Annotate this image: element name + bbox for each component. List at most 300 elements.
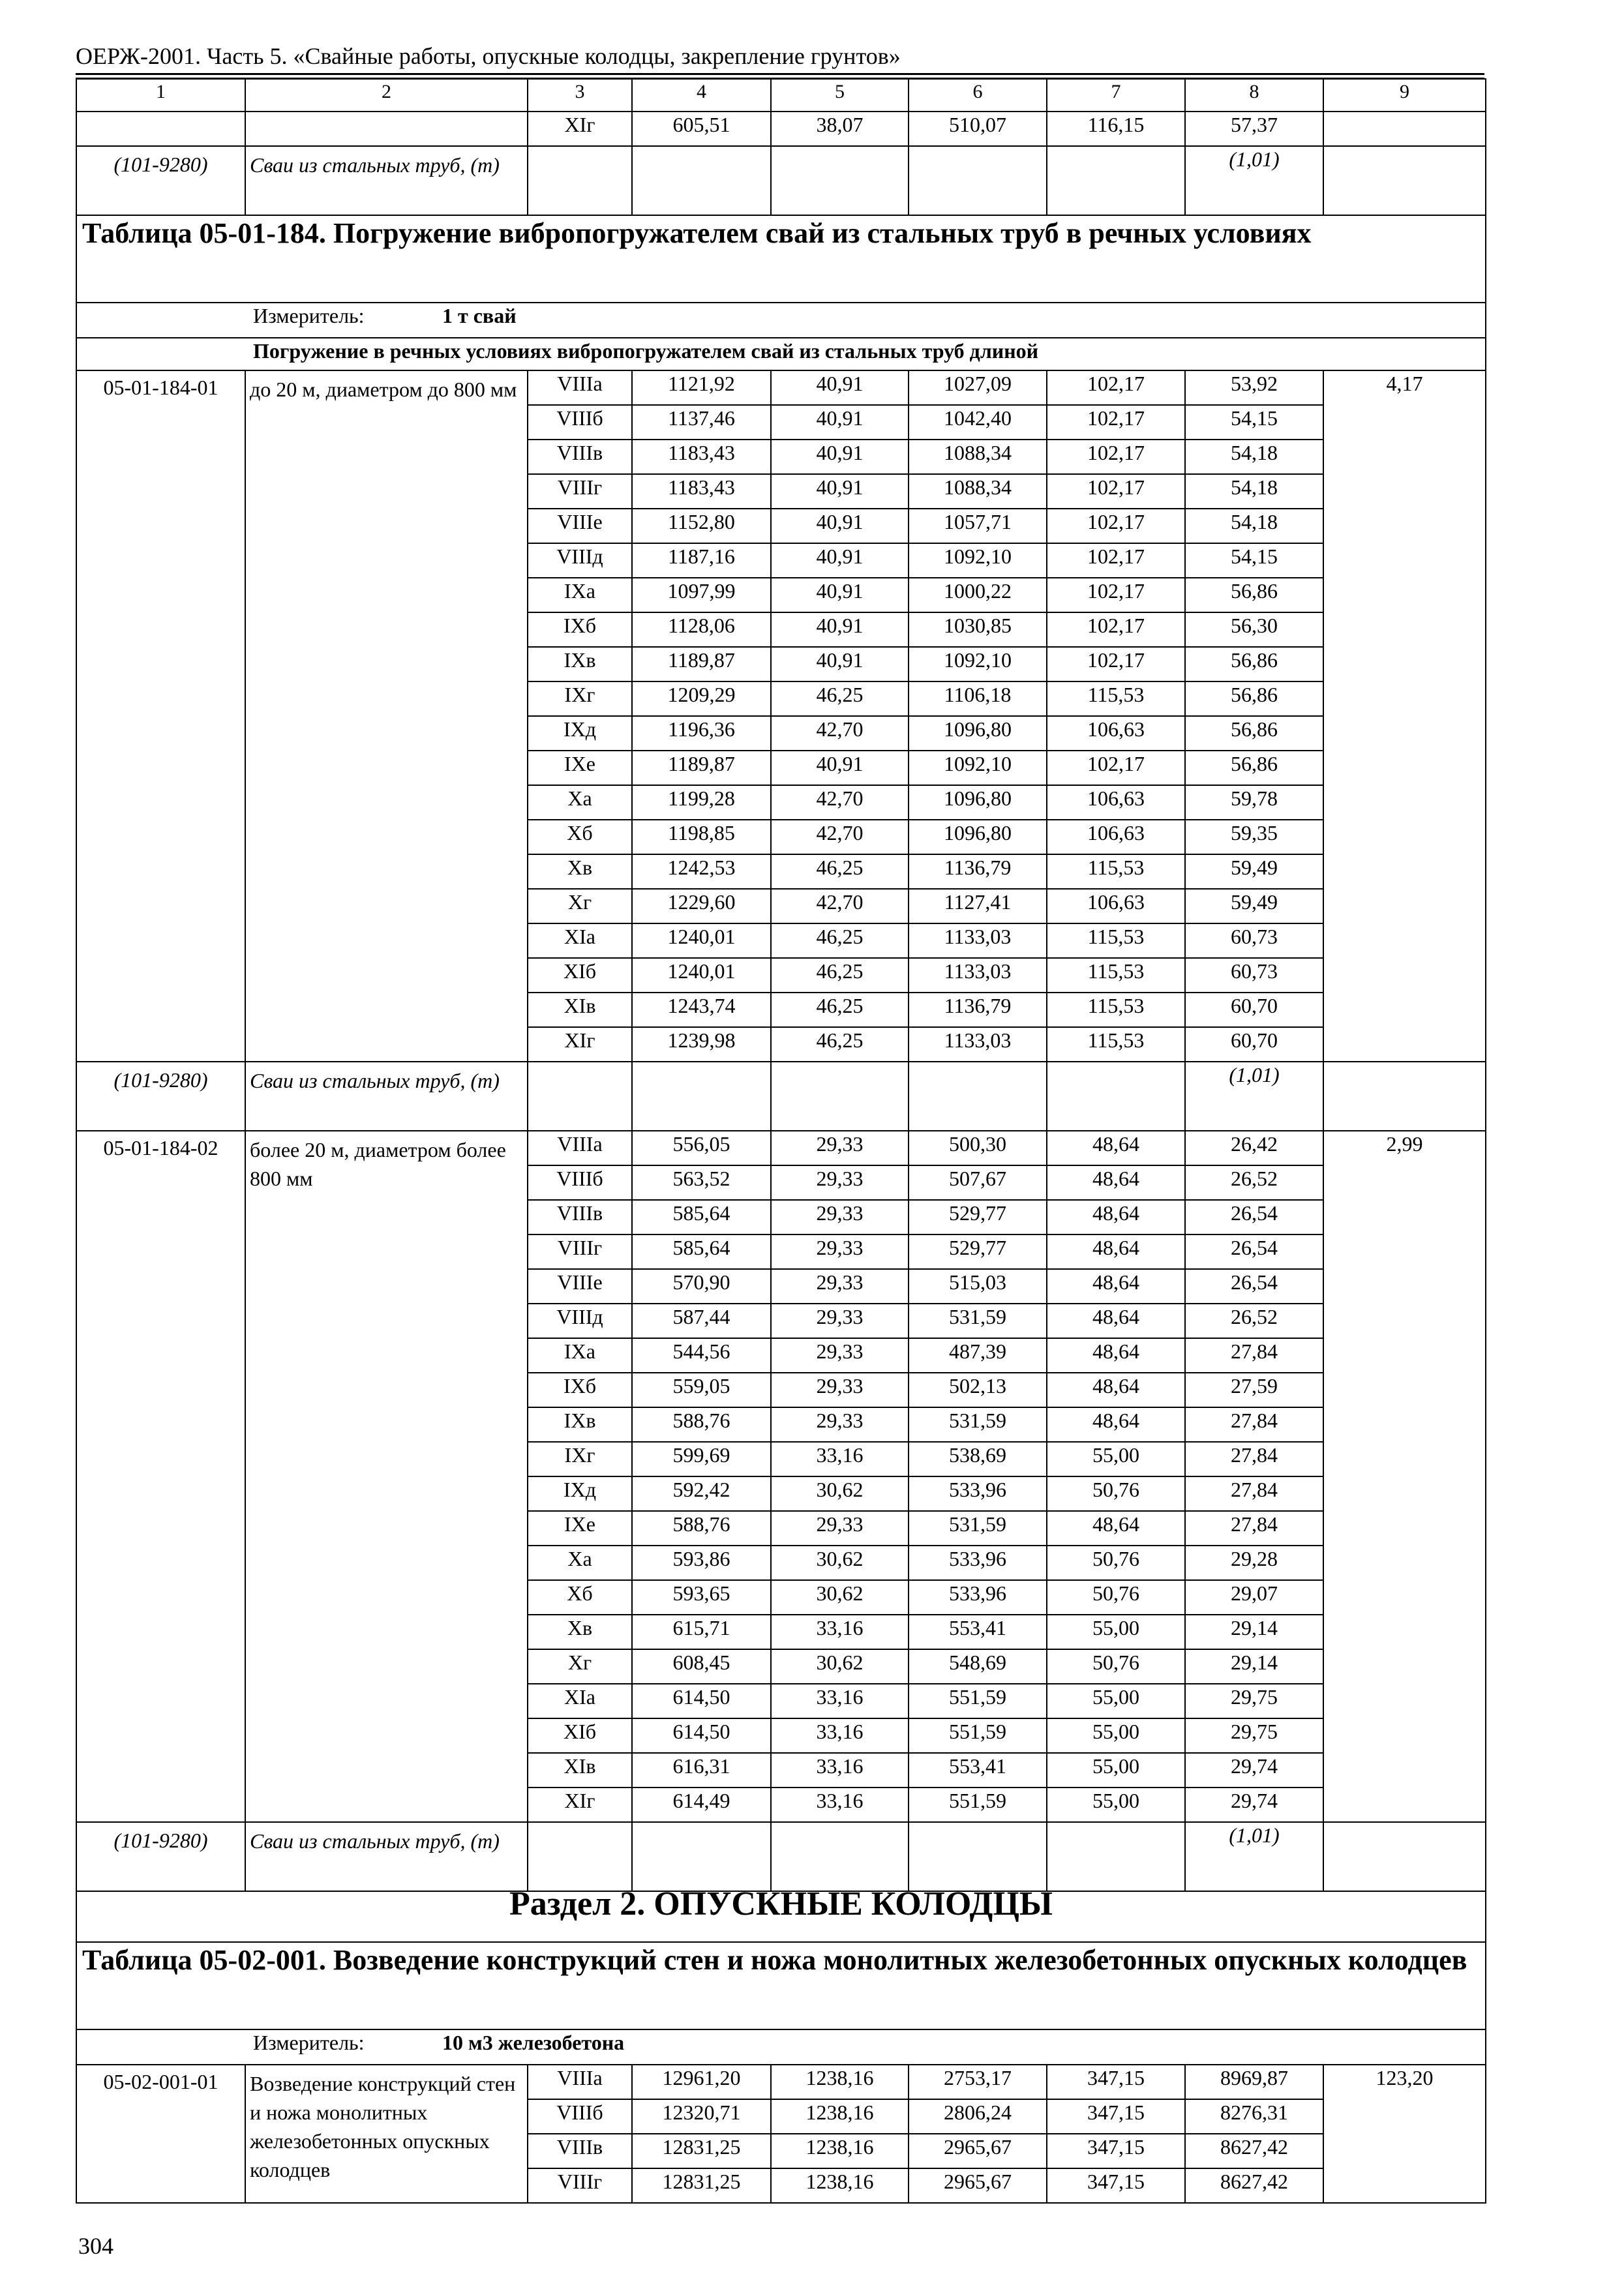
value-cell: 42,70 (771, 889, 909, 923)
class-cell: VIIIб (528, 1165, 632, 1200)
resource-row (76, 1062, 1486, 1131)
value-cell: 1189,87 (632, 751, 771, 785)
value-cell: 56,86 (1185, 578, 1323, 612)
value-cell: 533,96 (909, 1476, 1047, 1511)
column-number: 7 (1047, 79, 1185, 112)
value-cell: 2806,24 (909, 2099, 1047, 2134)
column-number: 3 (528, 79, 632, 112)
value-cell: 1088,34 (909, 474, 1047, 509)
class-cell: IXб (528, 1373, 632, 1407)
empty-cell (1047, 146, 1185, 215)
value-cell: 1133,03 (909, 958, 1047, 993)
value-cell: 102,17 (1047, 751, 1185, 785)
col9-value: 123,20 (1323, 2065, 1486, 2203)
class-cell: XIг (528, 112, 632, 146)
value-cell: 1238,16 (771, 2099, 909, 2134)
value-cell: 46,25 (771, 993, 909, 1027)
value-cell: 614,50 (632, 1684, 771, 1718)
value-cell: 56,86 (1185, 681, 1323, 716)
value-cell: 1183,43 (632, 440, 771, 474)
empty-cell (909, 1062, 1047, 1131)
empty-cell (632, 1822, 771, 1891)
class-cell: XIa (528, 923, 632, 958)
value-cell: 1121,92 (632, 370, 771, 405)
value-cell: 27,84 (1185, 1511, 1323, 1546)
class-cell: VIIIд (528, 543, 632, 578)
class-cell: VIIIв (528, 440, 632, 474)
value-cell: 8276,31 (1185, 2099, 1323, 2134)
value-cell: 30,62 (771, 1476, 909, 1511)
value-cell: 29,33 (771, 1131, 909, 1165)
value-cell: 1187,16 (632, 543, 771, 578)
item-code: 05-02-001-01 (76, 2065, 245, 2203)
class-cell: Xa (528, 1546, 632, 1580)
value-cell: 102,17 (1047, 474, 1185, 509)
value-cell: 26,52 (1185, 1304, 1323, 1338)
value-cell: 1243,74 (632, 993, 771, 1027)
value-cell: 1137,46 (632, 405, 771, 440)
value-cell: 40,91 (771, 578, 909, 612)
value-cell: 1127,41 (909, 889, 1047, 923)
value-cell: 553,41 (909, 1615, 1047, 1649)
table-body (76, 79, 1486, 2203)
value-cell: 616,31 (632, 1753, 771, 1788)
class-cell: VIIIa (528, 370, 632, 405)
value-cell: 60,73 (1185, 923, 1323, 958)
value-cell: 570,90 (632, 1269, 771, 1304)
value-cell: 40,91 (771, 647, 909, 681)
value-cell: 585,64 (632, 1234, 771, 1269)
value-cell: 59,49 (1185, 889, 1323, 923)
value-cell: 59,49 (1185, 854, 1323, 889)
class-cell: VIIIг (528, 2168, 632, 2203)
class-cell: VIIIб (528, 2099, 632, 2134)
value-cell: 55,00 (1047, 1442, 1185, 1476)
value-cell: 29,33 (771, 1269, 909, 1304)
resource-name: Сваи из стальных труб, (т) (245, 1062, 528, 1131)
class-cell: IXг (528, 1442, 632, 1476)
value-cell: 1057,71 (909, 509, 1047, 543)
value-cell: 59,35 (1185, 820, 1323, 854)
col9-value: 4,17 (1323, 370, 1486, 1062)
value-cell: 592,42 (632, 1476, 771, 1511)
value-cell: 487,39 (909, 1338, 1047, 1373)
measure-value: 10 м3 железобетона (442, 2031, 625, 2054)
value-cell: 48,64 (1047, 1165, 1185, 1200)
class-cell: Xб (528, 1580, 632, 1615)
value-cell: 48,64 (1047, 1407, 1185, 1442)
value-cell: 8627,42 (1185, 2168, 1323, 2203)
value-cell: 102,17 (1047, 578, 1185, 612)
value-cell: 1088,34 (909, 440, 1047, 474)
value-cell: 1096,80 (909, 820, 1047, 854)
value-cell: 1096,80 (909, 785, 1047, 820)
value-cell: 1238,16 (771, 2065, 909, 2099)
table-row (76, 1131, 1486, 1165)
value-cell: 1136,79 (909, 993, 1047, 1027)
value-cell: 46,25 (771, 958, 909, 993)
value-cell: 46,25 (771, 1027, 909, 1062)
value-cell: 544,56 (632, 1338, 771, 1373)
value-cell: 54,18 (1185, 474, 1323, 509)
resource-row (76, 146, 1486, 215)
value-cell: 29,74 (1185, 1788, 1323, 1822)
empty-cell (771, 1822, 909, 1891)
value-cell: 1183,43 (632, 474, 771, 509)
value-cell: 40,91 (771, 440, 909, 474)
class-cell: IXв (528, 1407, 632, 1442)
value-cell: 531,59 (909, 1511, 1047, 1546)
value-cell: 29,33 (771, 1407, 909, 1442)
value-cell: 55,00 (1047, 1753, 1185, 1788)
empty-cell (909, 146, 1047, 215)
value-cell: 551,59 (909, 1788, 1047, 1822)
value-cell: 1238,16 (771, 2168, 909, 2203)
value-cell: 29,28 (1185, 1546, 1323, 1580)
value-cell: 46,25 (771, 923, 909, 958)
column-number: 4 (632, 79, 771, 112)
value-cell: 30,62 (771, 1580, 909, 1615)
class-cell: Xг (528, 1649, 632, 1684)
value-cell: 46,25 (771, 854, 909, 889)
value-cell: 1238,16 (771, 2134, 909, 2168)
class-cell: VIIIa (528, 2065, 632, 2099)
value-cell: 563,52 (632, 1165, 771, 1200)
class-cell: IXе (528, 751, 632, 785)
class-cell: XIг (528, 1027, 632, 1062)
empty-cell (1323, 1062, 1486, 1131)
estimate-table (76, 78, 1486, 2204)
value-cell: 29,33 (771, 1511, 909, 1546)
class-cell: XIв (528, 1753, 632, 1788)
column-number: 6 (909, 79, 1047, 112)
col9-value: 2,99 (1323, 1131, 1486, 1822)
item-code: 05-01-184-02 (76, 1131, 245, 1822)
page-header: ОЕРЖ-2001. Часть 5. «Свайные работы, опускные колодцы, закрепление грунтов» (76, 43, 901, 69)
value-cell: 585,64 (632, 1200, 771, 1234)
measure-row (76, 2029, 1486, 2065)
value-cell: 593,86 (632, 1546, 771, 1580)
item-description: более 20 м, диаметром более 800 мм (245, 1131, 528, 1822)
value-cell: 50,76 (1047, 1546, 1185, 1580)
value-cell: 1027,09 (909, 370, 1047, 405)
value-cell: 531,59 (909, 1304, 1047, 1338)
table-title: Таблица 05-02-001. Возведение конструкций стен и ножа монолитных железобетонных опускных колодцев (76, 1942, 1486, 2029)
table-row (76, 112, 1486, 146)
value-cell: 1030,85 (909, 612, 1047, 647)
value-cell: 26,54 (1185, 1200, 1323, 1234)
value-cell: 56,86 (1185, 647, 1323, 681)
value-cell: 46,25 (771, 681, 909, 716)
value-cell: 29,75 (1185, 1684, 1323, 1718)
value-cell: 1242,53 (632, 854, 771, 889)
value-cell: 608,45 (632, 1649, 771, 1684)
value-cell: 55,00 (1047, 1615, 1185, 1649)
value-cell: 614,49 (632, 1788, 771, 1822)
class-cell: VIIIг (528, 1234, 632, 1269)
value-cell: 1092,10 (909, 543, 1047, 578)
value-cell: 50,76 (1047, 1580, 1185, 1615)
value-cell: 1240,01 (632, 958, 771, 993)
value-cell: 60,70 (1185, 993, 1323, 1027)
value-cell: 29,33 (771, 1338, 909, 1373)
value-cell: 115,53 (1047, 854, 1185, 889)
measure-cell (76, 303, 1486, 338)
value-cell: 115,53 (1047, 993, 1185, 1027)
value-cell: 40,91 (771, 474, 909, 509)
value-cell: 27,84 (1185, 1407, 1323, 1442)
measure-value: 1 т свай (442, 304, 517, 327)
resource-code: (101-9280) (76, 146, 245, 215)
value-cell: 1199,28 (632, 785, 771, 820)
subtitle-row (76, 338, 1486, 370)
value-cell: 605,51 (632, 112, 771, 146)
value-cell: 33,16 (771, 1442, 909, 1476)
value-cell: 533,96 (909, 1546, 1047, 1580)
value-cell: 515,03 (909, 1269, 1047, 1304)
value-cell: 12831,25 (632, 2134, 771, 2168)
value-cell: 26,54 (1185, 1269, 1323, 1304)
empty-cell (1323, 1822, 1486, 1891)
description-cell (245, 112, 528, 146)
value-cell: 26,42 (1185, 1131, 1323, 1165)
value-cell: 1097,99 (632, 578, 771, 612)
value-cell: 1136,79 (909, 854, 1047, 889)
value-cell: 102,17 (1047, 647, 1185, 681)
column-number: 9 (1323, 79, 1486, 112)
resource-norm: (1,01) (1185, 1822, 1323, 1891)
value-cell: 1189,87 (632, 647, 771, 681)
class-cell: VIIIг (528, 474, 632, 509)
value-cell: 40,91 (771, 543, 909, 578)
value-cell: 38,07 (771, 112, 909, 146)
value-cell: 587,44 (632, 1304, 771, 1338)
value-cell: 548,69 (909, 1649, 1047, 1684)
value-cell: 529,77 (909, 1234, 1047, 1269)
value-cell: 29,74 (1185, 1753, 1323, 1788)
value-cell: 12320,71 (632, 2099, 771, 2134)
value-cell: 48,64 (1047, 1338, 1185, 1373)
value-cell: 2965,67 (909, 2134, 1047, 2168)
value-cell: 30,62 (771, 1546, 909, 1580)
value-cell: 54,18 (1185, 440, 1323, 474)
value-cell: 507,67 (909, 1165, 1047, 1200)
class-cell: IXд (528, 716, 632, 751)
value-cell: 1106,18 (909, 681, 1047, 716)
value-cell: 29,14 (1185, 1615, 1323, 1649)
value-cell: 115,53 (1047, 958, 1185, 993)
item-description: до 20 м, диаметром до 800 мм (245, 370, 528, 1062)
table-subtitle: Погружение в речных условиях вибропогружателем свай из стальных труб длиной (76, 338, 1486, 370)
value-cell: 33,16 (771, 1718, 909, 1753)
value-cell: 502,13 (909, 1373, 1047, 1407)
class-cell: VIIIе (528, 1269, 632, 1304)
value-cell: 593,65 (632, 1580, 771, 1615)
measure-label: Измеритель: (253, 304, 365, 327)
value-cell: 102,17 (1047, 440, 1185, 474)
resource-norm: (1,01) (1185, 146, 1323, 215)
page-number: 304 (78, 2233, 113, 2259)
value-cell: 56,86 (1185, 751, 1323, 785)
value-cell: 40,91 (771, 509, 909, 543)
resource-row (76, 1822, 1486, 1891)
resource-code: (101-9280) (76, 1822, 245, 1891)
value-cell: 50,76 (1047, 1649, 1185, 1684)
value-cell: 54,15 (1185, 543, 1323, 578)
empty-cell (1047, 1062, 1185, 1131)
value-cell: 55,00 (1047, 1788, 1185, 1822)
value-cell: 538,69 (909, 1442, 1047, 1476)
value-cell: 1092,10 (909, 647, 1047, 681)
value-cell: 53,92 (1185, 370, 1323, 405)
table-row (76, 370, 1486, 405)
value-cell: 29,14 (1185, 1649, 1323, 1684)
class-cell: XIв (528, 993, 632, 1027)
value-cell: 27,84 (1185, 1338, 1323, 1373)
value-cell: 115,53 (1047, 923, 1185, 958)
value-cell: 1042,40 (909, 405, 1047, 440)
value-cell: 50,76 (1047, 1476, 1185, 1511)
class-cell: VIIIе (528, 509, 632, 543)
value-cell: 106,63 (1047, 889, 1185, 923)
empty-cell (1323, 146, 1486, 215)
value-cell: 102,17 (1047, 405, 1185, 440)
value-cell: 42,70 (771, 785, 909, 820)
value-cell: 533,96 (909, 1580, 1047, 1615)
empty-cell (528, 1822, 632, 1891)
value-cell: 1239,98 (632, 1027, 771, 1062)
value-cell: 347,15 (1047, 2099, 1185, 2134)
value-cell: 614,50 (632, 1718, 771, 1753)
value-cell: 42,70 (771, 820, 909, 854)
resource-code: (101-9280) (76, 1062, 245, 1131)
class-cell: IXд (528, 1476, 632, 1511)
value-cell: 347,15 (1047, 2065, 1185, 2099)
table-title-row (76, 215, 1486, 303)
value-cell: 54,18 (1185, 509, 1323, 543)
class-cell: VIIIд (528, 1304, 632, 1338)
code-cell (76, 112, 245, 146)
table-title-row (76, 1942, 1486, 2029)
value-cell: 30,62 (771, 1649, 909, 1684)
value-cell: 27,84 (1185, 1476, 1323, 1511)
value-cell: 1096,80 (909, 716, 1047, 751)
empty-cell (771, 146, 909, 215)
class-cell: IXб (528, 612, 632, 647)
value-cell: 60,70 (1185, 1027, 1323, 1062)
item-description: Возведение конструкций стен и ножа монолитных железобетонных опускных колодцев (245, 2065, 528, 2203)
value-cell: 56,30 (1185, 612, 1323, 647)
value-cell: 48,64 (1047, 1373, 1185, 1407)
value-cell: 500,30 (909, 1131, 1047, 1165)
empty-cell (632, 146, 771, 215)
value-cell: 1240,01 (632, 923, 771, 958)
value-cell: 40,91 (771, 751, 909, 785)
value-cell: 1229,60 (632, 889, 771, 923)
column-number: 8 (1185, 79, 1323, 112)
value-cell: 106,63 (1047, 716, 1185, 751)
measure-cell (76, 2029, 1486, 2065)
value-cell: 1133,03 (909, 923, 1047, 958)
class-cell: IXг (528, 681, 632, 716)
value-cell: 1092,10 (909, 751, 1047, 785)
table-title: Таблица 05-01-184. Погружение вибропогружателем свай из стальных труб в речных условиях (76, 215, 1486, 303)
value-cell: 102,17 (1047, 612, 1185, 647)
class-cell: Xб (528, 820, 632, 854)
value-cell: 40,91 (771, 370, 909, 405)
value-cell: 33,16 (771, 1684, 909, 1718)
value-cell: 8969,87 (1185, 2065, 1323, 2099)
value-cell: 510,07 (909, 112, 1047, 146)
value-cell: 29,33 (771, 1200, 909, 1234)
empty-cell (1047, 1822, 1185, 1891)
value-cell: 55,00 (1047, 1684, 1185, 1718)
column-number: 2 (245, 79, 528, 112)
value-cell: 2965,67 (909, 2168, 1047, 2203)
value-cell: 27,84 (1185, 1442, 1323, 1476)
value-cell: 347,15 (1047, 2134, 1185, 2168)
value-cell: 106,63 (1047, 820, 1185, 854)
value-cell: 56,86 (1185, 716, 1323, 751)
value-cell: 347,15 (1047, 2168, 1185, 2203)
empty-cell (771, 1062, 909, 1131)
class-cell: XIб (528, 1718, 632, 1753)
value-cell: 588,76 (632, 1407, 771, 1442)
empty-cell (909, 1822, 1047, 1891)
empty-cell (528, 146, 632, 215)
value-cell: 1133,03 (909, 1027, 1047, 1062)
value-cell: 29,33 (771, 1165, 909, 1200)
empty-cell (528, 1062, 632, 1131)
measure-label: Измеритель: (253, 2031, 365, 2054)
value-cell: 54,15 (1185, 405, 1323, 440)
value-cell: 48,64 (1047, 1200, 1185, 1234)
value-cell: 42,70 (771, 716, 909, 751)
value-cell: 1209,29 (632, 681, 771, 716)
class-cell: IXa (528, 1338, 632, 1373)
value-cell: 59,78 (1185, 785, 1323, 820)
column-number-row (76, 79, 1486, 112)
value-cell: 48,64 (1047, 1304, 1185, 1338)
value-cell: 531,59 (909, 1407, 1047, 1442)
value-cell: 29,07 (1185, 1580, 1323, 1615)
resource-name: Сваи из стальных труб, (т) (245, 1822, 528, 1891)
value-cell: 2753,17 (909, 2065, 1047, 2099)
value-cell: 33,16 (771, 1753, 909, 1788)
value-cell: 55,00 (1047, 1718, 1185, 1753)
value-cell: 60,73 (1185, 958, 1323, 993)
column-number: 5 (771, 79, 909, 112)
class-cell: XIг (528, 1788, 632, 1822)
value-cell: 102,17 (1047, 509, 1185, 543)
value-cell: 48,64 (1047, 1269, 1185, 1304)
table-row (76, 2065, 1486, 2099)
value-cell: 559,05 (632, 1373, 771, 1407)
empty-cell (632, 1062, 771, 1131)
resource-name: Сваи из стальных труб, (т) (245, 146, 528, 215)
value-cell: 551,59 (909, 1684, 1047, 1718)
value-cell: 1128,06 (632, 612, 771, 647)
value-cell: 33,16 (771, 1615, 909, 1649)
class-cell: VIIIa (528, 1131, 632, 1165)
class-cell: Xa (528, 785, 632, 820)
class-cell: VIIIв (528, 1200, 632, 1234)
value-cell: 1000,22 (909, 578, 1047, 612)
class-cell: XIб (528, 958, 632, 993)
class-cell: IXв (528, 647, 632, 681)
value-cell: 29,33 (771, 1234, 909, 1269)
value-cell: 102,17 (1047, 370, 1185, 405)
